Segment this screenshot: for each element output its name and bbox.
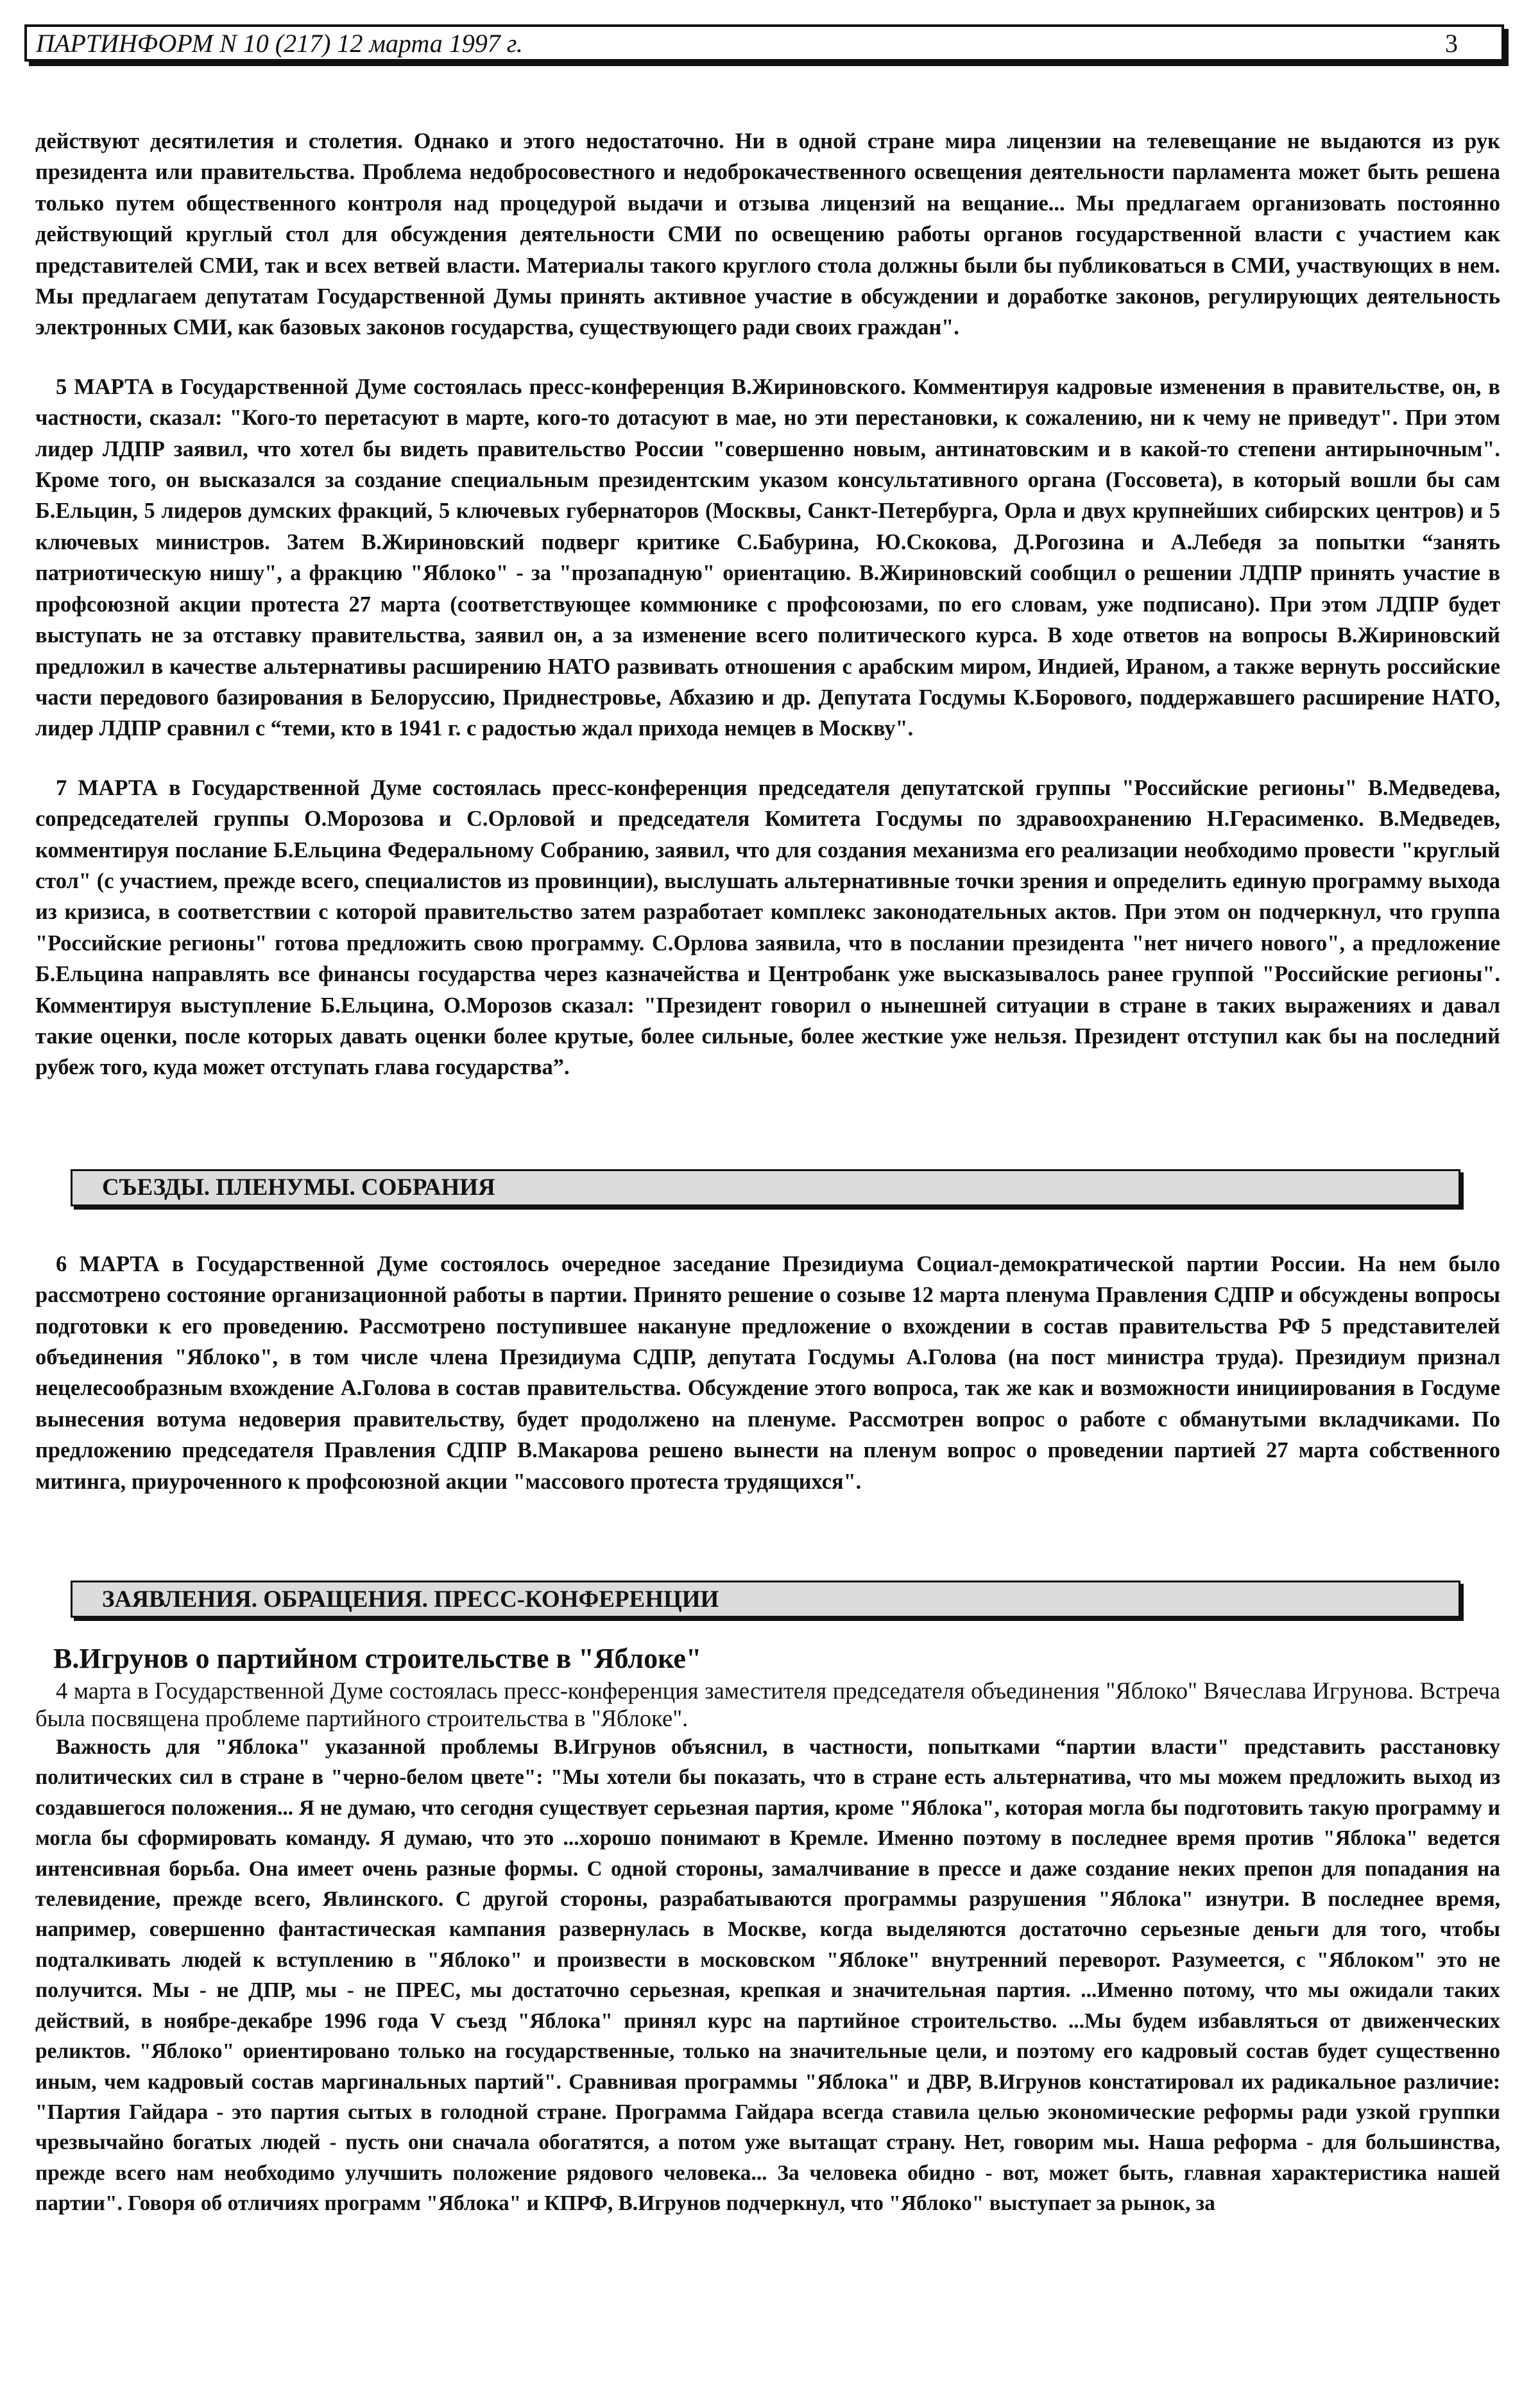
paragraph-zhirinovsky: 5 МАРТА в Государственной Думе состоялась пресс-конференция В.Жириновского. Комментируя кадровые изменения в правительстве, он, в частности, сказал: "Кого-то перетасуют в марте, кого-то дотасуют в мае, но эти перестановки, к сожалению, ни к чему не приведут". При этом лидер ЛДПР заявил, что хотел бы видеть правительство России "совершенно новым, антинатовским и в какой-то степени антирыночным". Кроме того, он высказался за создание специальным президентским указом консультативного органа (Госсовета), в который вошли бы сам Б.Ельцин, 5 лидеров думских фракций, 5 ключевых губернаторов (Москвы, Санкт-Петербурга, Орла и двух крупнейших сибирских центров) и 5 ключевых министров. Затем В.Жириновский подверг критике С.Бабурина, Ю.Скокова, Д.Рогозина и А.Лебедя за попытки “занять патриотическую нишу", а фракцию "Яблоко" - за "прозападную" ориентацию. В.Жириновский сообщил о решении ЛДПР принять участие в профсоюзной акции протеста 27 марта (соответствующее коммюнике с профсоюзами, по его словам, уже подписано). При этом ЛДПР будет выступать не за отставку правительства, заявил он, а за изменение всего политического курса. В ходе ответов на вопросы В.Жириновский предложил в качестве альтернативы расширению НАТО развивать отношения с арабским миром, Индией, Ираном, а также вернуть российские части передового базирования в Белоруссию, Приднестровье, Абхазию и др. Депутата Госдумы К.Борового, поддержавшего расширение НАТО, лидер ЛДПР сравнил с “теми, кто в 1941 г. с радостью ждал прихода немцев в Москву". xyxy=(35,374,1500,741)
page-content xyxy=(35,126,1500,2219)
article-body: Важность для "Яблока" указанной проблемы В.Игрунов объяснил, в частности, попытками “партии власти" представить расстановку политических сил в стране в "черно-белом цвете": "Мы хотели бы показать, что в стране есть альтернатива, что мы можем предложить выход из создавшегося положения... Я не думаю, что сегодня существует серьезная партия, кроме "Яблока", которая могла бы подготовить такую программу и могла бы сформировать команду. Я думаю, что это ...хорошо понимают в Кремле. Именно поэтому в последнее время против "Яблока" ведется интенсивная борьба. Она имеет очень разные формы. С одной стороны, замалчивание в прессе и даже создание неких препон для попадания на телевидение, прежде всего, Явлинского. С другой стороны, разрабатываются программы разрушения "Яблока" изнутри. В последнее время, например, совершенно фантастическая кампания развернулась в Москве, когда выделяются достаточно серьезные деньги для того, чтобы подталкивать людей к вступлению в "Яблоко" и произвести в московском "Яблоке" внутренний переворот. Разумеется, с "Яблоком" это не получится. Мы - не ДПР, мы - не ПРЕС, мы достаточно серьезная, крепкая и значительная партия. ...Именно потому, что мы ожидали таких действий, в ноябре-декабре 1996 года V съезд "Яблока" принял курс на партийное строительство. ...Мы будем избавляться от движенческих реликтов. "Яблоко" ориентировано только на государственные, только на значительные цели, и поэтому его кадровый состав будет существенно иным, чем кадровый состав маргинальных партий". Сравнивая программы "Яблока" и ДВР, В.Игрунов констатировал их радикальное различие: "Партия Гайдара - это партия сытых в голодной стране. Программа Гайдара всегда ставила целью экономические реформы ради узкой группки чрезвычайно богатых людей - пусть они сначала обогатятся, а потом уже вытащат страну. Нет, говорим мы. Наша реформа - для большинства, прежде всего нам необходимо улучшить положение рядового человека... За человека обидно - вот, может быть, главная характеристика нашей партии". Говоря об отличиях программ "Яблока" и КПРФ, В.Игрунов подчеркнул, что "Яблоко" выступает за рынок, за xyxy=(35,1735,1500,2216)
paragraph-sdpr: 6 МАРТА в Государственной Думе состоялось очередное заседание Президиума Социал-демократической партии России. На нем было рассмотрено состояние организационной работы в партии. Принято решение о созыве 12 марта пленума Правления СДПР и обсуждены вопросы подготовки к его проведению. Рассмотрено поступившее накануне предложение о вхождении в состав правительства РФ 5 представителей объединения "Яблоко", в том числе члена Президиума СДПР, депутата Госдумы А.Голова (на пост министра труда). Президиум признал нецелесообразным вхождение А.Голова в состав правительства. Обсуждение этого вопроса, так же как и возможности инициирования в Госдуме вынесения вотума недоверия правительству, будет продолжено на пленуме. Рассмотрен вопрос о работе с обманутыми вкладчиками. По предложению председателя Правления СДПР В.Макарова решено вынести на пленум вопрос о проведении партией 27 марта собственного митинга, приуроченного к профсоюзной акции "массового протеста трудящихся". xyxy=(35,1251,1500,1494)
page-header xyxy=(24,24,1504,62)
article-lead: 4 марта в Государственной Думе состоялась пресс-конференция заместителя председателя объединения "Яблоко" Вячеслава Игрунова. Встреча была посвящена проблеме партийного строительства в "Яблоке". xyxy=(35,1677,1500,1732)
paragraph-continuation: действуют десятилетия и столетия. Однако и этого недостаточно. Ни в одной стране мира лицензии на телевещание не выдаются из рук президента или правительства. Проблема недобросовестного и недоброкачественного освещения деятельности парламента может быть решена только путем общественного контроля над процедурой выдачи и отзыва лицензий на вещание... Мы предлагаем организовать постоянно действующий круглый стол для обсуждения деятельности СМИ по освещению работы органов государственной власти с участием как представителей СМИ, так и всех ветвей власти. Материалы такого круглого стола должны были бы публиковаться в СМИ, участвующих в нем. Мы предлагаем депутатам Государственной Думы принять активное участие в обсуждении и доработке законов, регулирующих деятельность электронных СМИ, как базовых законов государства, существующего ради своих граждан". xyxy=(35,129,1500,340)
section-title: СЪЕЗДЫ. ПЛЕНУМЫ. СОБРАНИЯ xyxy=(102,1174,495,1201)
section-header-statements xyxy=(71,1581,1460,1618)
paragraph-medvedev: 7 МАРТА в Государственной Думе состоялась пресс-конференция председателя депутатской группы "Российские регионы" В.Медведева, сопредседателей группы О.Морозова и С.Орловой и председателя Комитета Госдумы по здравоохранению Н.Герасименко. В.Медведев, комментируя послание Б.Ельцина Федеральному Собранию, заявил, что для создания механизма его реализации необходимо провести "круглый стол" (с участием, прежде всего, специалистов из провинции), выслушать альтернативные точки зрения и определить единую программу выхода из кризиса, в соответствии с которой правительство затем разработает комплекс законодательных актов. При этом он подчеркнул, что группа "Российские регионы" готова предложить свою программу. С.Орлова заявила, что в послании президента "нет ничего нового", а предложение Б.Ельцина направлять все финансы государства через казначейства и Центробанк уже высказывалось ранее группой "Российские регионы". Комментируя выступление Б.Ельцина, О.Морозов сказал: "Президент говорил о нынешней ситуации в стране в таких выражениях и давал такие оценки, после которых давать оценки более крутые, более сильные, более жесткие уже нельзя. Президент отступил как бы на последний рубеж того, куда может отступать глава государства”. xyxy=(35,775,1500,1080)
section-header-congresses xyxy=(71,1169,1460,1206)
article-title: В.Игрунов о партийном строительстве в "Яблоке" xyxy=(53,1643,702,1675)
publication-title: ПАРТИНФОРМ N 10 (217) 12 марта 1997 г. xyxy=(36,28,523,58)
section-title: ЗАЯВЛЕНИЯ. ОБРАЩЕНИЯ. ПРЕСС-КОНФЕРЕНЦИИ xyxy=(102,1586,719,1613)
page-number: 3 xyxy=(1445,28,1458,58)
